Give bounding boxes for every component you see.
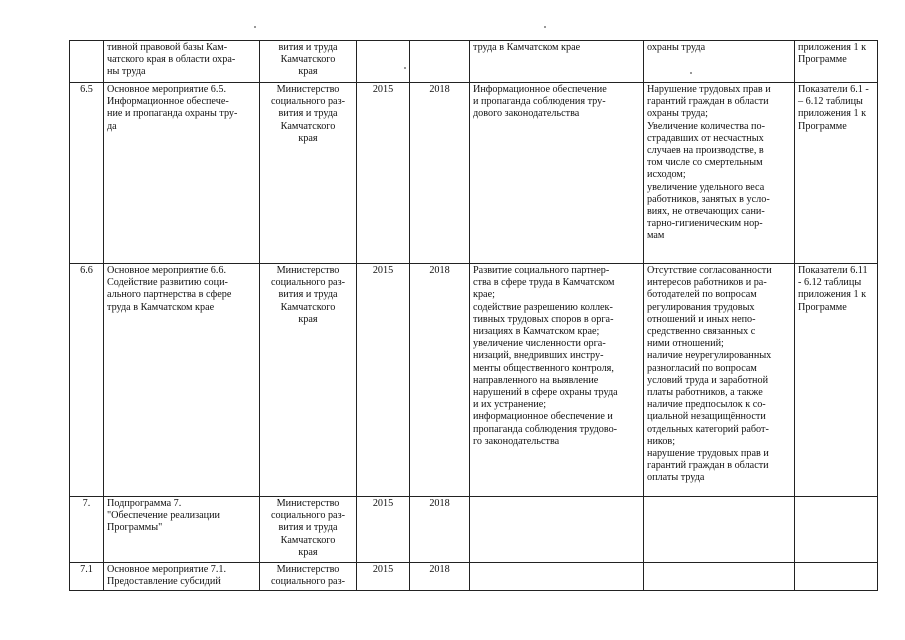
consequences-cell: Отсутствие согласованности интересов работников и ра- ботодателей по вопросам регулирования трудовых отношений и иных непо- средственно связанных с ними отношений; наличие неурегулированных разногласий по вопросам условий труда и заработной платы работников, а также наличие предпосылок к со- циальной незащищённости отдельных категорий работ- ников; нарушение трудовых прав и гарантий граждан в области оплаты труда [644, 264, 795, 497]
executor-cell: Министерство социального раз- вития и труда Камчатского края [260, 497, 357, 563]
executor-cell: Министерство социального раз- вития и труда Камчатского края [260, 83, 357, 264]
table-row [70, 497, 878, 563]
end-year-cell: 2018 [410, 497, 470, 563]
result-cell [470, 563, 644, 591]
indicators-cell: приложения 1 к Программе [795, 41, 878, 83]
indicators-cell: Показатели 6.11 - 6.12 таблицы приложения 1 к Программе [795, 264, 878, 497]
start-year-cell: 2015 [357, 497, 410, 563]
table-row [70, 264, 878, 497]
start-year-cell [357, 41, 410, 83]
program-table [69, 40, 878, 591]
consequences-cell [644, 497, 795, 563]
row-number: 7.1 [70, 563, 104, 591]
row-number [70, 41, 104, 83]
table-row [70, 41, 878, 83]
result-cell: Развитие социального партнер- ства в сфере труда в Камчатском крае; содействие разрешению коллек- тивных трудовых споров в орга- низациях в Камчатском крае; увеличение численности орга- низаций, внедривших инстру- менты общественного контроля, направленного на выявление нарушений в сфере охраны труда и их устранение; информационное обеспечение и пропаганда соблюдения трудово- го законодательства [470, 264, 644, 497]
executor-cell: Министерство социального раз- вития и труда Камчатского края [260, 264, 357, 497]
event-cell: Основное мероприятие 7.1. Предоставление субсидий [104, 563, 260, 591]
indicators-cell [795, 563, 878, 591]
table-row [70, 83, 878, 264]
event-cell: тивной правовой базы Кам- чатского края в области охра- ны труда [104, 41, 260, 83]
start-year-cell: 2015 [357, 264, 410, 497]
scan-speck [544, 26, 546, 28]
start-year-cell: 2015 [357, 83, 410, 264]
row-number: 6.6 [70, 264, 104, 497]
row-number: 6.5 [70, 83, 104, 264]
event-cell: Подпрограмма 7. "Обеспечение реализации Программы" [104, 497, 260, 563]
end-year-cell [410, 41, 470, 83]
executor-cell: Министерство социального раз- [260, 563, 357, 591]
end-year-cell: 2018 [410, 563, 470, 591]
table-row [70, 563, 878, 591]
event-cell: Основное мероприятие 6.5. Информационное обеспече- ние и пропаганда охраны тру- да [104, 83, 260, 264]
row-number: 7. [70, 497, 104, 563]
end-year-cell: 2018 [410, 264, 470, 497]
indicators-cell [795, 497, 878, 563]
result-cell [470, 497, 644, 563]
event-cell: Основное мероприятие 6.6. Содействие развитию соци- ального партнерства в сфере труда в Камчатском крае [104, 264, 260, 497]
result-cell: Информационное обеспечение и пропаганда соблюдения тру- дового законодательства [470, 83, 644, 264]
scan-speck [254, 26, 256, 28]
consequences-cell: Нарушение трудовых прав и гарантий граждан в области охраны труда; Увеличение количества по- страдавших от несчастных случаев на производстве, в том числе со смертельным исходом; увеличение удельного веса работников, занятых в усло- виях, не отвечающих сани- тарно-гигиеническим нор- мам [644, 83, 795, 264]
executor-cell: вития и труда Камчатского края [260, 41, 357, 83]
consequences-cell: охраны труда [644, 41, 795, 83]
end-year-cell: 2018 [410, 83, 470, 264]
indicators-cell: Показатели 6.1 - – 6.12 таблицы приложения 1 к Программе [795, 83, 878, 264]
result-cell: труда в Камчатском крае [470, 41, 644, 83]
consequences-cell [644, 563, 795, 591]
start-year-cell: 2015 [357, 563, 410, 591]
